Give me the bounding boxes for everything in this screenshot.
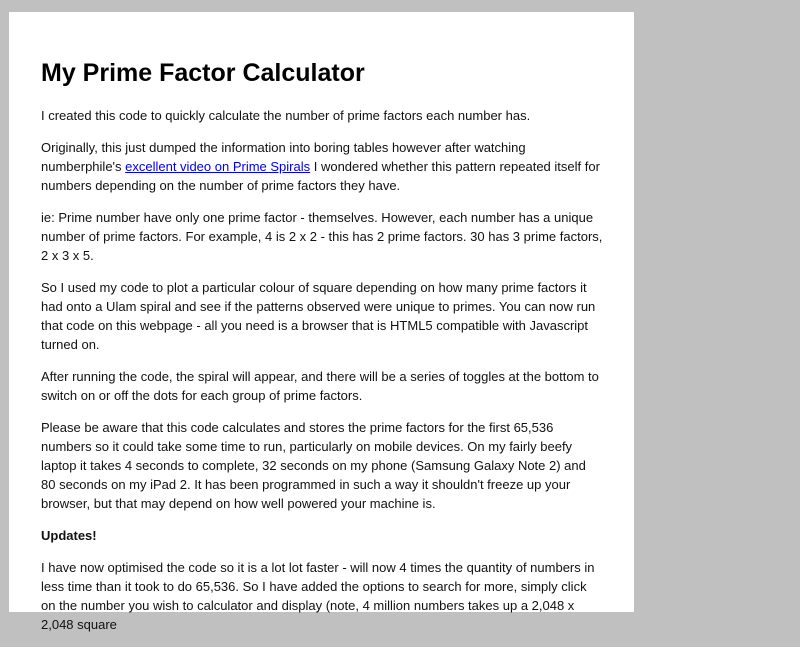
- prime-spirals-video-link[interactable]: excellent video on Prime Spirals: [125, 159, 311, 174]
- intro-paragraph: I created this code to quickly calculate the number of prime factors each number has.: [41, 108, 531, 123]
- ulam-paragraph: So I used my code to plot a particular colour of square depending on how many prime factors it had onto a Ulam spiral and see if the patterns observed were unique to primes. You can now run that code on this webpage - all you need is a browser that is HTML5 compatible with Javascript turned on.: [41, 280, 596, 352]
- performance-paragraph: Please be aware that this code calculates and stores the prime factors for the first 65,536 numbers so it could take some time to run, particularly on mobile devices. On my fairly beefy laptop it takes 4 seconds to complete, 32 seconds on my phone (Samsung Galaxy Note 2) and 80 seconds on my iPad 2. It has been programmed in such a way it shouldn't freeze up your browser, but that may depend on how well powered your machine is.: [41, 420, 586, 511]
- example-paragraph: ie: Prime number have only one prime factor - themselves. However, each number has a unique number of prime factors. For example, 4 is 2 x 2 - this has 2 prime factors. 30 has 3 prime factors, 2 x 3 x 5.: [41, 210, 603, 263]
- updates-heading-paragraph: [41, 526, 603, 545]
- origin-text-before: Originally, this just dumped the information into boring tables however after watching numberphile's: [41, 140, 526, 174]
- page-title: My Prime Factor Calculator: [41, 59, 365, 87]
- page-panel: [9, 12, 634, 632]
- updates-paragraph: I have now optimised the code so it is a lot lot faster - will now 4 times the quantity of numbers in less time than it took to do 65,536. So I have added the options to search for more, simply click on the number you wish to calculator and display (note, 4 million numbers takes up a 2,048 x 2,048 square: [41, 560, 595, 632]
- updates-heading: Updates!: [41, 528, 97, 543]
- origin-text-after: I wondered whether this pattern repeated itself for numbers depending on the number of prime factors they have.: [41, 159, 600, 193]
- toggles-paragraph: After running the code, the spiral will appear, and there will be a series of toggles at the bottom to switch on or off the dots for each group of prime factors.: [41, 369, 599, 403]
- origin-paragraph: [41, 138, 603, 195]
- article: [41, 58, 603, 647]
